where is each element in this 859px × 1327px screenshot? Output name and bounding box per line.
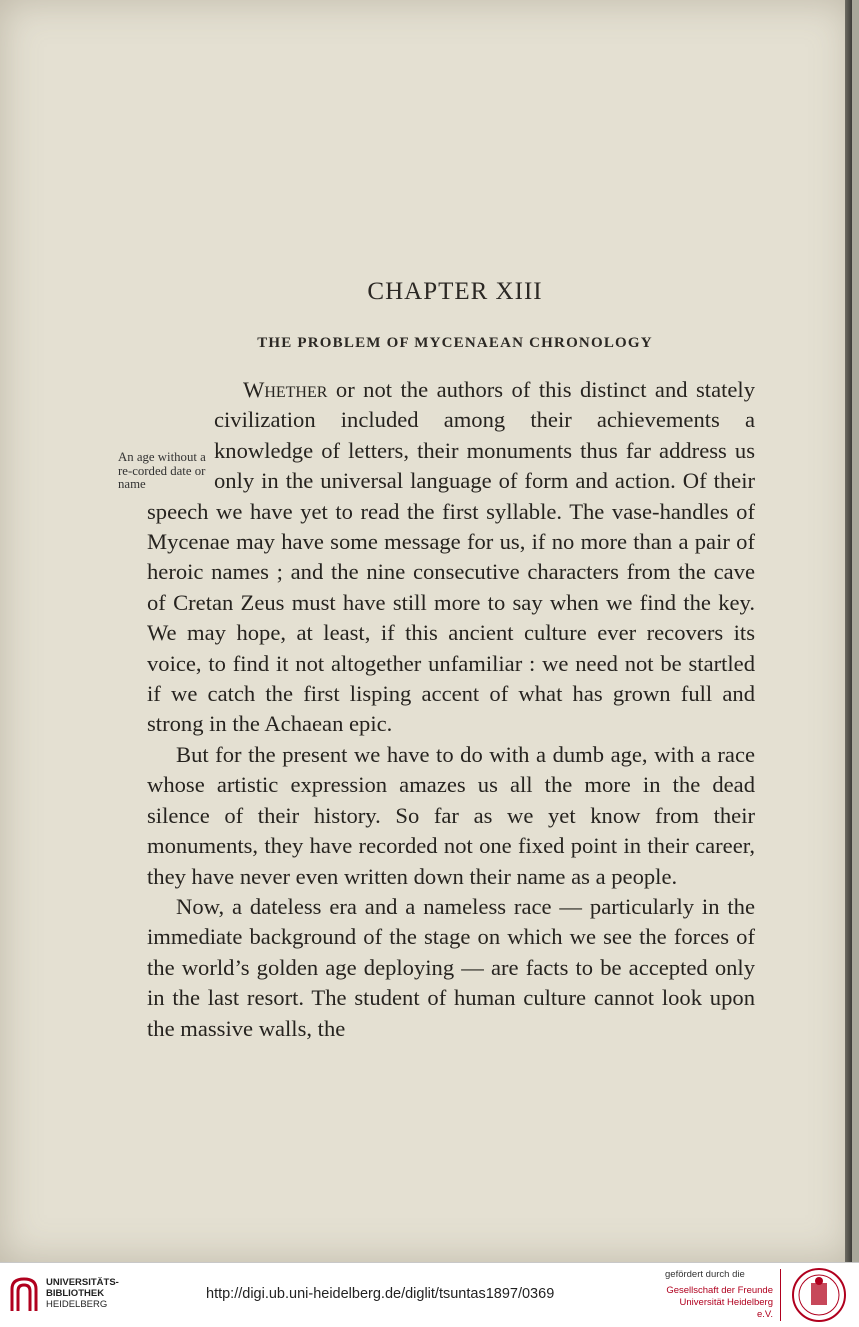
paragraph-2: But for the present we have to do with a dumb age, with a race whose artistic expression amazes us all the more in the dead silence of their history. So far as we yet know from their monuments, they have recorded not one fixed point in their career, they have never even written down their name as a people.	[147, 741, 755, 889]
footer-bar	[0, 1262, 859, 1327]
sponsor-name: Gesellschaft der Freunde Universität Heidelberg e.V.	[666, 1285, 773, 1320]
library-name: UNIVERSITÄTS- BIBLIOTHEK HEIDELBERG	[46, 1277, 119, 1310]
paragraph-lead-word: Whether	[243, 377, 328, 402]
university-library-logo-icon	[8, 1275, 40, 1315]
sponsor-divider	[780, 1269, 781, 1321]
chapter-subtitle: THE PROBLEM OF MYCENAEAN CHRONOLOGY	[257, 335, 653, 351]
body-text	[118, 375, 755, 1044]
paragraph-1-text: or not the authors of this distinct and stately civilization included among their achievements a knowledge of letters, their monuments thus far address us only in the universal language of form and action. Of their speech we have yet to read the first syllable. The vase-handles of Mycenae may have some message for us, if no more than a pair of heroic names ; and the nine consecutive characters from the cave of Cretan Zeus must have still more to say when we find the key. We may hope, at least, if this ancient culture ever recovers its voice, to find it not altogether unfamiliar : we need not be startled if we catch the first lisping accent of what has grown full and strong in the Achaean epic.	[147, 377, 755, 737]
paragraph-3: Now, a dateless era and a nameless race — particularly in the immediate background of the stage on which we see the forces of the world’s golden age deploying — are facts to be accepted only in the last resort. The student of human culture cannot look upon the massive walls, the	[147, 893, 755, 1041]
university-seal-icon	[791, 1267, 847, 1323]
page-edge	[845, 0, 852, 1262]
permalink-url[interactable]: http://digi.ub.uni-heidelberg.de/diglit/tsuntas1897/0369	[206, 1286, 555, 1302]
sponsor-label: gefördert durch die	[665, 1269, 745, 1280]
chapter-title: CHAPTER XIII	[367, 278, 543, 305]
paragraph-1	[118, 375, 755, 740]
margin-note: An age without a re-corded date or name	[118, 450, 206, 492]
